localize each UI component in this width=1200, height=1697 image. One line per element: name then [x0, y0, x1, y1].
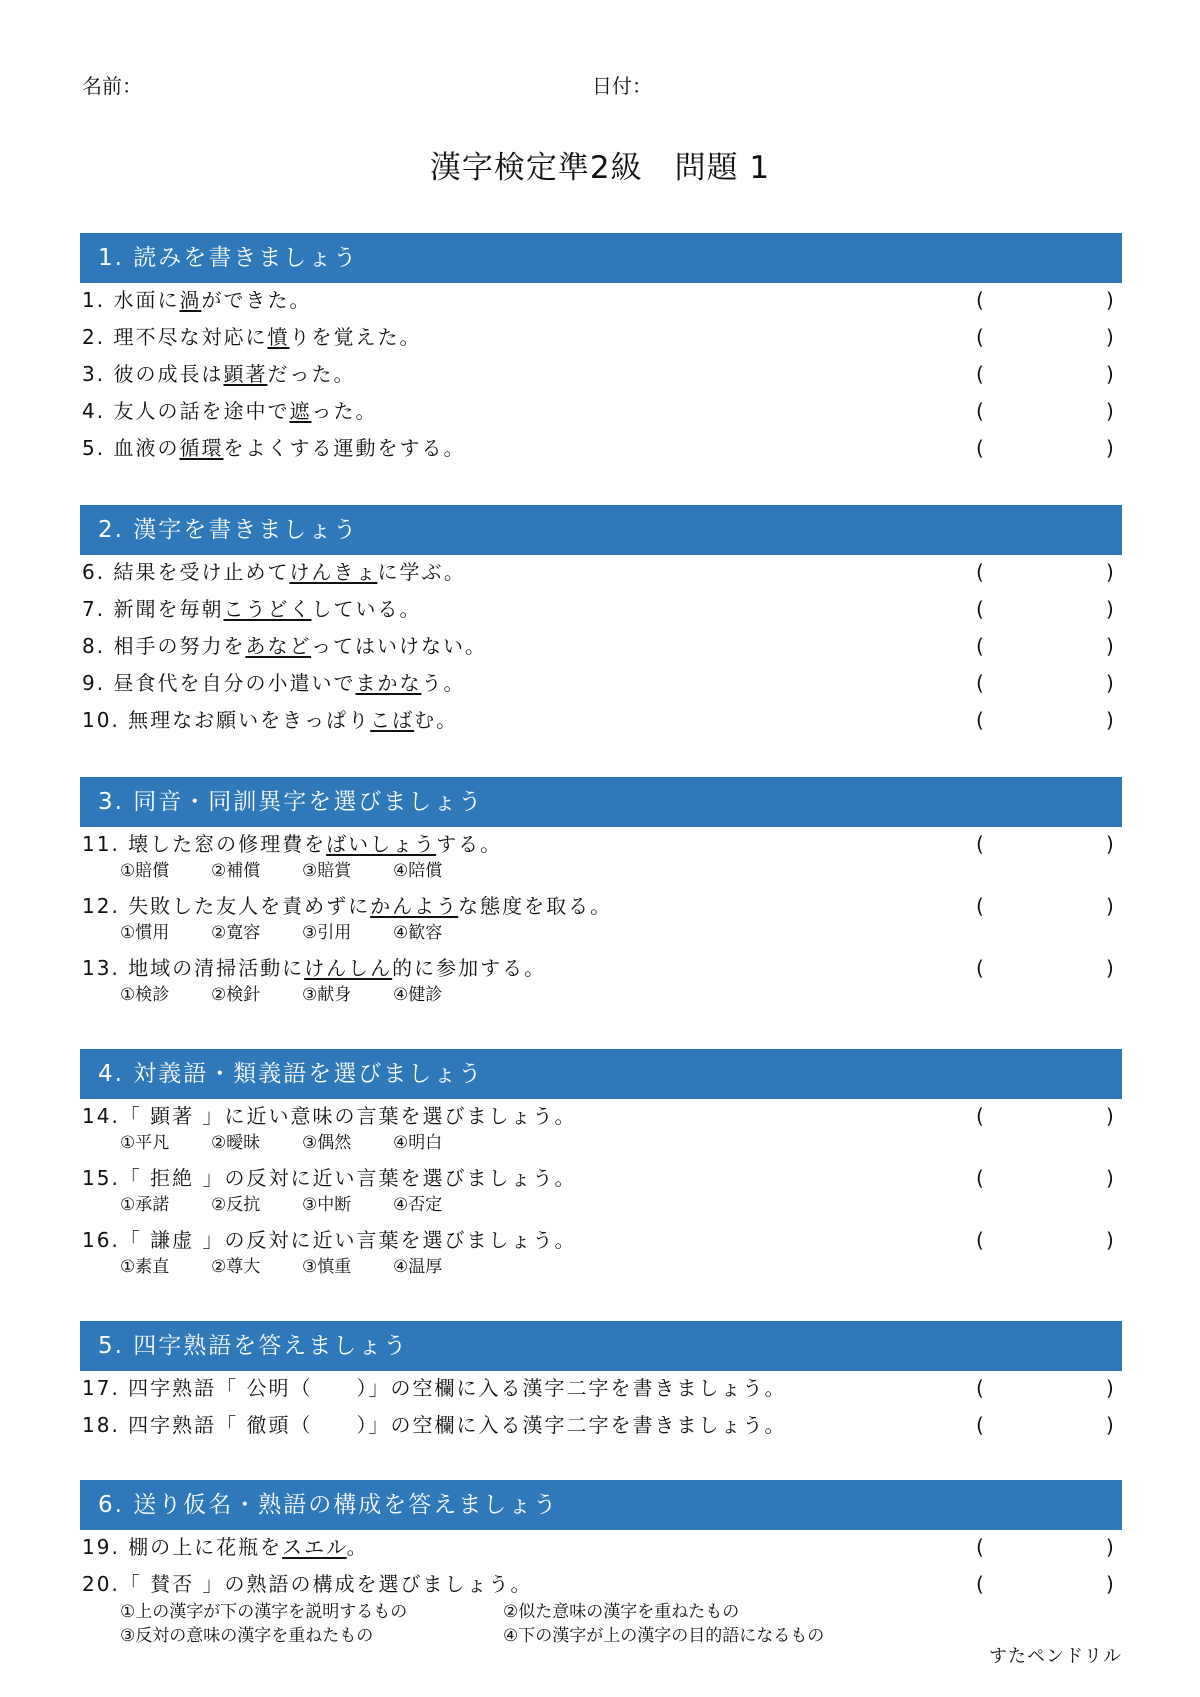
answer-option: ②補償 — [211, 861, 261, 881]
answer-paren-close: ) — [1106, 1104, 1114, 1128]
answer-paren-open: ( — [976, 634, 984, 658]
question-row — [80, 1223, 1122, 1285]
question-fragment: 3. 彼の成長は — [82, 362, 224, 386]
question-text — [82, 435, 465, 461]
answer-options — [120, 1194, 484, 1216]
answer-paren-close: ) — [1106, 399, 1114, 423]
answer-option: ③慎重 — [302, 1257, 352, 1277]
answer-paren-open: ( — [976, 1166, 984, 1190]
answer-paren-close: ) — [1106, 362, 1114, 386]
answer-paren-open: ( — [976, 1572, 984, 1596]
answer-option: ④否定 — [393, 1195, 443, 1215]
question-text — [82, 1571, 533, 1597]
answer-field[interactable] — [992, 1103, 1100, 1129]
answer-paren-open: ( — [976, 1376, 984, 1400]
question-text — [82, 398, 377, 424]
question-fragment: 的に参加する。 — [392, 956, 547, 980]
question-fragment: う。 — [421, 671, 466, 695]
answer-field[interactable] — [992, 1165, 1100, 1191]
section-header: 6. 送り仮名・熟語の構成を答えましょう — [80, 1480, 1122, 1530]
question-fragment: 6. 結果を受け止めて — [82, 560, 290, 584]
answer-options — [120, 1256, 484, 1278]
answer-paren-open: ( — [976, 671, 984, 695]
answer-paren-open: ( — [976, 1104, 984, 1128]
question-row — [80, 951, 1122, 1013]
question-text — [82, 1412, 787, 1438]
answer-field[interactable] — [992, 633, 1100, 659]
question-row — [80, 629, 1122, 666]
answer-paren-close: ) — [1106, 894, 1114, 918]
answer-option: ④陪償 — [393, 861, 443, 881]
question-row — [80, 1567, 1122, 1646]
question-row — [80, 1371, 1122, 1408]
answer-field[interactable] — [992, 955, 1100, 981]
question-fragment: 20.「 賛否 」の熟語の構成を選びましょう。 — [82, 1572, 533, 1596]
question-fragment: 4. 友人の話を途中で — [82, 399, 290, 423]
answer-option: ①検診 — [120, 985, 170, 1005]
answer-option: ②寛容 — [211, 923, 261, 943]
target-word: 渦 — [179, 288, 202, 312]
answer-option: ③献身 — [302, 985, 352, 1005]
target-word: 憤 — [267, 325, 290, 349]
section-header: 1. 読みを書きましょう — [80, 233, 1122, 283]
question-fragment: する。 — [436, 832, 503, 856]
question-fragment: 19. 棚の上に花瓶を — [82, 1535, 283, 1559]
section-header: 2. 漢字を書きましょう — [80, 505, 1122, 555]
question-fragment: ってはいけない。 — [311, 634, 488, 658]
answer-paren-close: ) — [1106, 956, 1114, 980]
question-row — [80, 1161, 1122, 1223]
question-row — [80, 320, 1122, 357]
answer-paren-close: ) — [1106, 1535, 1114, 1559]
answer-option: ②似た意味の漢字を重ねたもの — [503, 1602, 740, 1622]
answer-paren-open: ( — [976, 399, 984, 423]
question-row — [80, 889, 1122, 951]
question-fragment: 9. 昼食代を自分の小遣いで — [82, 671, 356, 695]
answer-paren-open: ( — [976, 1413, 984, 1437]
answer-paren-open: ( — [976, 288, 984, 312]
answer-field[interactable] — [992, 596, 1100, 622]
question-text — [82, 361, 355, 387]
answer-option: ②曖昧 — [211, 1133, 261, 1153]
question-row — [80, 1530, 1122, 1567]
options-row — [120, 1600, 886, 1624]
question-fragment: 17. 四字熟語「 公明（ ）」の空欄に入る漢字二字を書きましょう。 — [82, 1376, 787, 1400]
answer-paren-close: ) — [1106, 288, 1114, 312]
target-word: スエル — [282, 1535, 347, 1559]
answer-paren-close: ) — [1106, 708, 1114, 732]
answer-option: ②検針 — [211, 985, 261, 1005]
answer-option: ④下の漢字が上の漢字の目的語になるもの — [503, 1626, 825, 1646]
question-fragment: だった。 — [267, 362, 356, 386]
target-word: ばいしょう — [326, 832, 437, 856]
answer-paren-close: ) — [1106, 325, 1114, 349]
answer-paren-open: ( — [976, 956, 984, 980]
answer-option: ④歓容 — [393, 923, 443, 943]
question-text — [82, 1165, 577, 1191]
answer-paren-close: ) — [1106, 1413, 1114, 1437]
question-fragment: 5. 血液の — [82, 436, 180, 460]
question-text — [82, 633, 487, 659]
answer-field[interactable] — [992, 324, 1100, 350]
answer-paren-close: ) — [1106, 560, 1114, 584]
question-fragment: 2. 理不尽な対応に — [82, 325, 268, 349]
answer-field[interactable] — [992, 893, 1100, 919]
answer-paren-open: ( — [976, 325, 984, 349]
target-word: こうどく — [223, 597, 312, 621]
section-header: 5. 四字熟語を答えましょう — [80, 1321, 1122, 1371]
answer-paren-close: ) — [1106, 1376, 1114, 1400]
answer-paren-open: ( — [976, 560, 984, 584]
answer-paren-open: ( — [976, 362, 984, 386]
question-fragment: 15.「 拒絶 」の反対に近い言葉を選びましょう。 — [82, 1166, 577, 1190]
answer-option: ②尊大 — [211, 1257, 261, 1277]
question-text — [82, 670, 465, 696]
answer-option: ①慣用 — [120, 923, 170, 943]
target-word: 循環 — [179, 436, 224, 460]
question-row — [80, 283, 1122, 320]
page-title: 漢字検定準2級 問題 1 — [429, 150, 771, 186]
question-fragment: 13. 地域の清掃活動に — [82, 956, 305, 980]
section-6 — [80, 1480, 1122, 1646]
answer-paren-close: ) — [1106, 1166, 1114, 1190]
section-header: 4. 対義語・類義語を選びましょう — [80, 1049, 1122, 1099]
answer-paren-open: ( — [976, 1228, 984, 1252]
question-text — [82, 559, 466, 585]
question-row — [80, 1099, 1122, 1161]
question-fragment: ができた。 — [201, 288, 312, 312]
question-text — [82, 831, 502, 857]
answer-paren-open: ( — [976, 597, 984, 621]
options-row — [120, 1624, 886, 1648]
question-fragment: 8. 相手の努力を — [82, 634, 246, 658]
answer-option: ③偶然 — [302, 1133, 352, 1153]
question-text — [82, 893, 612, 919]
target-word: まかな — [355, 671, 422, 695]
answer-paren-close: ) — [1106, 1228, 1114, 1252]
question-text — [82, 1534, 369, 1560]
answer-options — [120, 860, 484, 882]
answer-option: ④明白 — [393, 1133, 443, 1153]
answer-option: ③引用 — [302, 923, 352, 943]
question-text — [82, 1227, 577, 1253]
question-row — [80, 357, 1122, 394]
answer-paren-open: ( — [976, 436, 984, 460]
question-row — [80, 827, 1122, 889]
question-fragment: 。 — [346, 1535, 369, 1559]
answer-paren-close: ) — [1106, 1572, 1114, 1596]
answer-options — [120, 922, 484, 944]
answer-field[interactable] — [992, 1375, 1100, 1401]
answer-option: ①承諾 — [120, 1195, 170, 1215]
question-fragment: 10. 無理なお願いをきっぱり — [82, 708, 371, 732]
answer-field[interactable] — [992, 1412, 1100, 1438]
question-row — [80, 1408, 1122, 1445]
question-text — [82, 707, 458, 733]
question-row — [80, 592, 1122, 629]
answer-options — [120, 1600, 886, 1648]
question-fragment: に学ぶ。 — [377, 560, 466, 584]
date-label: 日付： — [592, 74, 652, 98]
answer-option: ①素直 — [120, 1257, 170, 1277]
question-row — [80, 555, 1122, 592]
question-fragment: 16.「 謙虚 」の反対に近い言葉を選びましょう。 — [82, 1228, 577, 1252]
question-fragment: 14.「 顕著 」に近い意味の言葉を選びましょう。 — [82, 1104, 577, 1128]
answer-field[interactable] — [992, 670, 1100, 696]
target-word: あなど — [245, 634, 312, 658]
answer-field[interactable] — [992, 435, 1100, 461]
answer-paren-close: ) — [1106, 634, 1114, 658]
question-fragment: 18. 四字熟語「 徹頭（ ）」の空欄に入る漢字二字を書きましょう。 — [82, 1413, 787, 1437]
answer-paren-open: ( — [976, 708, 984, 732]
question-fragment: りを覚えた。 — [289, 325, 422, 349]
question-row — [80, 703, 1122, 740]
section-header: 3. 同音・同訓異字を選びましょう — [80, 777, 1122, 827]
section-3 — [80, 777, 1122, 1013]
answer-field[interactable] — [992, 707, 1100, 733]
answer-option: ③中断 — [302, 1195, 352, 1215]
target-word: 顕著 — [223, 362, 268, 386]
answer-paren-open: ( — [976, 894, 984, 918]
answer-paren-close: ) — [1106, 671, 1114, 695]
target-word: かんよう — [370, 894, 459, 918]
name-label: 名前： — [82, 74, 142, 98]
question-text — [82, 324, 421, 350]
answer-option: ①賠償 — [120, 861, 170, 881]
answer-option: ③反対の意味の漢字を重ねたもの — [120, 1626, 374, 1646]
target-word: 遮 — [289, 399, 312, 423]
question-fragment: 11. 壊した窓の修理費を — [82, 832, 327, 856]
answer-option: ①上の漢字が下の漢字を説明するもの — [120, 1602, 408, 1622]
section-5 — [80, 1321, 1122, 1445]
answer-option: ①平凡 — [120, 1133, 170, 1153]
question-fragment: 1. 水面に — [82, 288, 180, 312]
question-fragment: をよくする運動をする。 — [223, 436, 466, 460]
answer-option: ④健診 — [393, 985, 443, 1005]
question-fragment: った。 — [311, 399, 378, 423]
section-1 — [80, 233, 1122, 468]
answer-field[interactable] — [992, 1534, 1100, 1560]
question-row — [80, 394, 1122, 431]
answer-option: ③賠賞 — [302, 861, 352, 881]
answer-field[interactable] — [992, 831, 1100, 857]
section-2 — [80, 505, 1122, 740]
question-text — [82, 287, 311, 313]
answer-option: ②反抗 — [211, 1195, 261, 1215]
answer-paren-open: ( — [976, 832, 984, 856]
question-fragment: む。 — [414, 708, 459, 732]
question-fragment: している。 — [311, 597, 422, 621]
answer-field[interactable] — [992, 287, 1100, 313]
answer-field[interactable] — [992, 398, 1100, 424]
footer-brand: すたペンドリル — [989, 1646, 1122, 1667]
answer-paren-close: ) — [1106, 597, 1114, 621]
answer-field[interactable] — [992, 1571, 1100, 1597]
question-fragment: 12. 失敗した友人を責めずに — [82, 894, 371, 918]
answer-paren-open: ( — [976, 1535, 984, 1559]
section-4 — [80, 1049, 1122, 1285]
question-row — [80, 666, 1122, 703]
question-text — [82, 955, 546, 981]
answer-options — [120, 984, 484, 1006]
question-text — [82, 1103, 577, 1129]
question-fragment: 7. 新聞を毎朝 — [82, 597, 224, 621]
target-word: けんきょ — [289, 560, 378, 584]
target-word: けんしん — [304, 956, 393, 980]
answer-field[interactable] — [992, 559, 1100, 585]
answer-option: ④温厚 — [393, 1257, 443, 1277]
question-row — [80, 431, 1122, 468]
target-word: こば — [370, 708, 415, 732]
answer-field[interactable] — [992, 361, 1100, 387]
answer-paren-close: ) — [1106, 436, 1114, 460]
question-fragment: な態度を取る。 — [458, 894, 613, 918]
answer-field[interactable] — [992, 1227, 1100, 1253]
answer-options — [120, 1132, 484, 1154]
question-text — [82, 1375, 787, 1401]
answer-paren-close: ) — [1106, 832, 1114, 856]
question-text — [82, 596, 421, 622]
